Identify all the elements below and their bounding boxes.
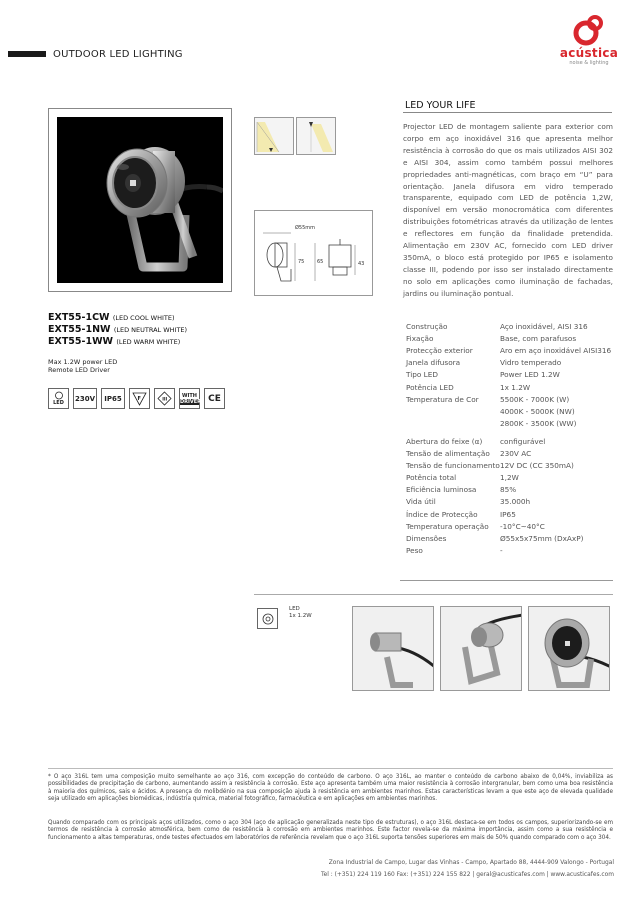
spec-label: Potência total — [406, 473, 457, 483]
spec-value: Power LED 1.2W — [500, 370, 560, 380]
beam-diagram-wide — [254, 117, 294, 155]
led-badge-text: LED 1x 1.2W — [289, 606, 312, 619]
spec-divider — [400, 580, 613, 581]
gallery-photo-2 — [440, 606, 522, 691]
section-title: LED YOUR LIFE — [405, 100, 476, 111]
footnote-comparison: Quando comparado com os principais aços utilizados, como o aço 304 (aço de aplicação generalizada neste tipo de estruturas), o aço 316L destaca-se em todos os campos, superiorizando-se em termos de resistência à corrosão atmosférica, bem como de resistência à corrosão em ambientes marinhos. Este factor revela-se da máxima importância, assim como a sua resistência e funcionamento a altas temperaturas, onde testes efectuados em laboratórios de referência revelam que o aço 316L suporta tensões superiores em mais de 50% quando comparado com o aço 304. — [48, 820, 613, 841]
product-description: Projector LED de montagem saliente para exterior com corpo em aço inoxidável 316 que apresenta melhor resistência à corrosão do que os mais utilizados AISI 302 e AISI 304, assim como também possui melhores propriedades anti-magnéticas, com braço em “U” para orientação. Janela difusora em vidro temperado transparente, equipado com LED de potência 1,2W, disponível em versão monocromática com diferentes distribuições fotométricas através da utilização de lentes e reflectores em função da finalidade pretendida. Alimentação em 230V AC, fornecido com LED driver 350mA, o bloco está protegido por IP65 e isolamento classe III, podendo por isso ser instalado directamente no solo em aplicações como iluminação de fachadas, jardins ou iluminação pontual. — [403, 122, 613, 298]
model-neutral-white — [48, 324, 187, 335]
f-mark-icon — [129, 388, 150, 409]
spec-value: -10°C~40°C — [500, 521, 545, 531]
model-variant: (LED COOL WHITE) — [112, 314, 175, 322]
footnote-steel: * O aço 316L tem uma composição muito semelhante ao aço 316, com excepção do conteúdo de carbono. O aço 316L, ao manter o conteúdo de carbono abaixo de 0,04%, inviabiliza as possibilidades de precipitação de carbono, aumentando assim a resistência à corrosão. Este aço apresenta também uma maior resistência à corrosão intergranular, bem como uma boa resistência à maioria dos químicos, sais e ácidos. A presença do molibdénio na sua composição ajuda à resistência em ambientes marinhos. Estas características levam a que este aço de elevada qualidade seja utilizado em aplicações biomédicas, indústria química, material fotográfico, farmacêutica e em aplicações em ambientes marinhos. — [48, 774, 613, 803]
spec-value: 2800K - 3500K (WW) — [500, 418, 577, 428]
gallery-divider — [254, 594, 613, 595]
spec-label: Dimensões — [406, 533, 447, 543]
spec-label: Vida útil — [406, 497, 436, 507]
spec-label: Índice de Protecção — [406, 509, 478, 519]
contact-line: Tel : (+351) 224 119 160 Fax: (+351) 224 155 822 | geral@acusticafes.com | www.acusticafes.com — [320, 872, 614, 878]
address-line: Zona Industrial de Campo, Lugar das Vinhas - Campo, Apartado 88, 4444-909 Valongo - Portugal — [328, 860, 614, 866]
spec-value: Ø55x5x75mm (DxAxP) — [500, 533, 584, 543]
product-photo-image — [57, 117, 223, 283]
model-code: EXT55-1WW — [48, 336, 114, 347]
category-title: OUTDOOR LED LIGHTING — [53, 49, 183, 60]
spec-label: Temperatura operação — [406, 521, 489, 531]
spec-label: Fixação — [406, 334, 434, 344]
led-type-icon — [257, 608, 278, 629]
spec-label: Protecção exterior — [406, 346, 473, 356]
section-divider — [403, 112, 612, 113]
header-bar — [8, 51, 46, 57]
dim-a: 75 — [298, 259, 305, 265]
feature-driver: Remote LED Driver — [48, 366, 110, 374]
spec-label: Potência LED — [406, 382, 454, 392]
product-photo — [48, 108, 232, 292]
spec-value: 85% — [500, 485, 517, 495]
logo-word: acústica — [559, 46, 619, 60]
led-icon: LED — [48, 388, 69, 409]
spec-value: - — [500, 545, 503, 555]
spec-value: 230V AC — [500, 449, 532, 458]
gallery-photo-1 — [352, 606, 434, 691]
brand-logo — [556, 14, 622, 70]
spec-value: 4000K - 5000K (NW) — [500, 406, 575, 416]
beam-diagram-narrow — [296, 117, 336, 155]
spec-value: Aço inoxidável, AISI 316 — [500, 322, 588, 331]
spec-value: 1,2W — [500, 473, 519, 483]
certification-icons — [48, 388, 225, 409]
model-code: EXT55-1CW — [48, 312, 110, 323]
ce-icon: CE — [204, 388, 225, 409]
ip-rating-icon: IP65 — [101, 388, 125, 409]
feature-power: Max 1.2W power LED — [48, 358, 118, 366]
svg-text:F: F — [137, 395, 141, 402]
logo-mark-icon — [556, 14, 622, 48]
technical-drawing — [254, 210, 373, 296]
spec-value: 5500K - 7000K (W) — [500, 394, 570, 404]
spec-label: Tensão de funcionamento — [406, 461, 500, 471]
spec-value: Aro em aço inoxidável AISI316 — [500, 346, 612, 356]
dim-diameter: Ø55mm — [295, 225, 316, 231]
driver-icon: WITH DRIVER — [179, 388, 200, 409]
spec-label: Construção — [406, 322, 448, 331]
model-warm-white — [48, 336, 180, 347]
spec-label: Peso — [406, 545, 423, 555]
spec-label: Temperatura de Cor — [406, 394, 479, 404]
spec-label: Abertura do feixe (α) — [406, 436, 483, 446]
spec-value: Base, com parafusos — [500, 334, 577, 344]
footnote-divider — [48, 768, 613, 769]
spec-value: IP65 — [500, 509, 516, 519]
spec-value: 35.000h — [500, 497, 531, 507]
spec-label: Tensão de alimentação — [406, 449, 490, 458]
dim-c: 43 — [358, 261, 365, 267]
class-iii-icon — [154, 388, 175, 409]
model-code: EXT55-1NW — [48, 324, 111, 335]
voltage-icon: 230V — [73, 388, 97, 409]
dim-b: 65 — [317, 259, 324, 265]
spec-value: 12V DC (CC 350mA) — [500, 461, 574, 471]
model-variant: (LED NEUTRAL WHITE) — [113, 326, 188, 334]
svg-text:III: III — [162, 397, 168, 403]
spec-label: Janela difusora — [406, 358, 461, 368]
dimension-drawing — [255, 211, 374, 297]
logo-tagline: noise & lighting — [569, 60, 609, 66]
model-cool-white — [48, 312, 174, 323]
spec-label: Tipo LED — [406, 370, 438, 380]
spec-label: Eficiência luminosa — [406, 485, 477, 495]
spec-value: Vidro temperado — [500, 358, 562, 368]
spec-value: configurável — [500, 436, 546, 446]
spec-value: 1x 1.2W — [500, 382, 531, 392]
model-variant: (LED WARM WHITE) — [116, 338, 181, 346]
gallery-photo-3 — [528, 606, 610, 691]
spec-table — [400, 318, 613, 580]
